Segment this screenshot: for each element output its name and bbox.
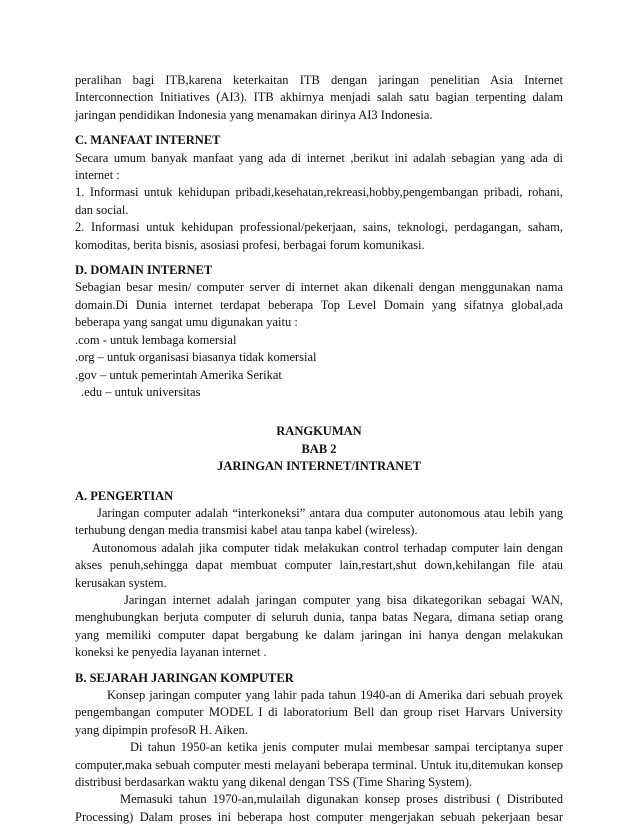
text-line: Memasuki tahun 1970-an,mulailah digunakan konsep proses distribusi ( Distributed bbox=[120, 792, 563, 807]
text-line: koneksi ke penyedia layanan internet . bbox=[75, 645, 267, 660]
list-item: .gov – untuk pemerintah Amerika Serikat bbox=[75, 367, 282, 382]
section-heading-domain: D. DOMAIN INTERNET bbox=[75, 263, 213, 278]
text-line: peralihan bagi ITB,karena keterkaitan ITB dengan jaringan penelitian Asia Internet bbox=[75, 73, 563, 87]
sejarah-paragraph bbox=[75, 687, 563, 826]
text-line: Jaringan computer adalah “interkoneksi” antara dua computer autonomous atau lebih yang bbox=[97, 505, 563, 520]
text-line: menghubungkan berjuta computer di seluruh dunia, tanpa batas Negara, dimana setiap orang bbox=[75, 610, 563, 625]
list-item: 2. Informasi untuk kehidupan professional/pekerjaan, sains, teknologi, perdagangan, saham, bbox=[75, 220, 563, 235]
text-line: Secara umum banyak manfaat yang ada di internet ,berikut ini adalah sebagian yang ada di bbox=[75, 150, 563, 165]
summary-title: RANGKUMAN bbox=[276, 424, 362, 439]
list-item: .com - untuk lembaga komersial bbox=[75, 332, 237, 347]
text-line: Autonomous adalah jika computer tidak melakukan control terhadap computer lain dengan bbox=[92, 540, 563, 555]
text-line: Sebagian besar mesin/ computer server di internet akan dikenali dengan menggunakan nama bbox=[75, 280, 563, 295]
text-line: dan social. bbox=[75, 202, 129, 217]
list-item: .edu – untuk universitas bbox=[81, 384, 201, 399]
text-line: yang memiliki computer dapat bergabung ke dalam jaringan ini hanya dengan melakukan bbox=[75, 627, 563, 642]
text-line: internet : bbox=[75, 168, 120, 183]
text-line: jaringan pendidikan Indonesia yang menamakan dirinya AI3 Indonesia. bbox=[75, 107, 433, 122]
pengertian-paragraph bbox=[75, 505, 563, 662]
text-line: Processing) Dalam proses ini beberapa host computer mengerjakan sebuah pekerjaan besar bbox=[75, 809, 563, 824]
text-line: komoditas, berita bisnis, asosiasi profesi, berbagai forum komunikasi. bbox=[75, 237, 425, 252]
manfaat-paragraph bbox=[75, 150, 563, 254]
text-line: computer,maka sebuah computer mesti melayani beberapa terminal. Untuk itu,ditemukan konsep bbox=[75, 757, 563, 772]
text-line: Di tahun 1950-an ketika jenis computer mulai membesar sampai terciptanya super bbox=[130, 740, 563, 755]
text-line: yang dipimpin profesoR H. Aiken. bbox=[75, 722, 248, 737]
text-line: Interconnection Initiatives (AI3). ITB akhirnya menjadi salah satu bagian terpenting dalam bbox=[75, 90, 563, 105]
chapter-title: JARINGAN INTERNET/INTRANET bbox=[217, 459, 421, 474]
chapter-number: BAB 2 bbox=[301, 441, 337, 456]
list-item: .org – untuk organisasi biasanya tidak komersial bbox=[75, 350, 317, 365]
text-line: beberapa yang sangat umu digunakan yaitu : bbox=[75, 315, 298, 330]
section-heading-manfaat: C. MANFAAT INTERNET bbox=[75, 133, 221, 148]
section-heading-pengertian: A. PENGERTIAN bbox=[75, 488, 174, 503]
text-line: domain.Di Dunia internet terdapat beberapa Top Level Domain yang sifatnya global,ada bbox=[75, 297, 563, 312]
text-line: Jaringan internet adalah jaringan computer yang bisa dikategorikan sebagai WAN, bbox=[124, 592, 563, 607]
domain-paragraph bbox=[75, 279, 563, 401]
list-item: 1. Informasi untuk kehidupan pribadi,kesehatan,rekreasi,hobby,pengembangan pribadi, rohani, bbox=[75, 185, 563, 200]
text-line: kerusakan system. bbox=[75, 575, 167, 590]
text-line: pengembangan computer MODEL I di laboratorium Bell dan group riset Harvars University bbox=[75, 705, 563, 720]
document-page bbox=[75, 72, 563, 826]
intro-paragraph bbox=[75, 72, 563, 124]
text-line: distribusi berdasarkan waktu yang dikenal dengan TSS (Time Sharing System). bbox=[75, 775, 473, 790]
text-line: terhubung dengan media transmisi kabel atau tanpa kabel (wireless). bbox=[75, 523, 418, 538]
text-line: Konsep jaringan computer yang lahir pada tahun 1940-an di Amerika dari sebuah proyek bbox=[107, 688, 563, 702]
section-heading-sejarah: B. SEJARAH JARINGAN KOMPUTER bbox=[75, 670, 294, 685]
text-line: akses penuh,sehingga dapat membuat computer lain,restart,shut down,kehilangan file atau bbox=[75, 558, 563, 573]
